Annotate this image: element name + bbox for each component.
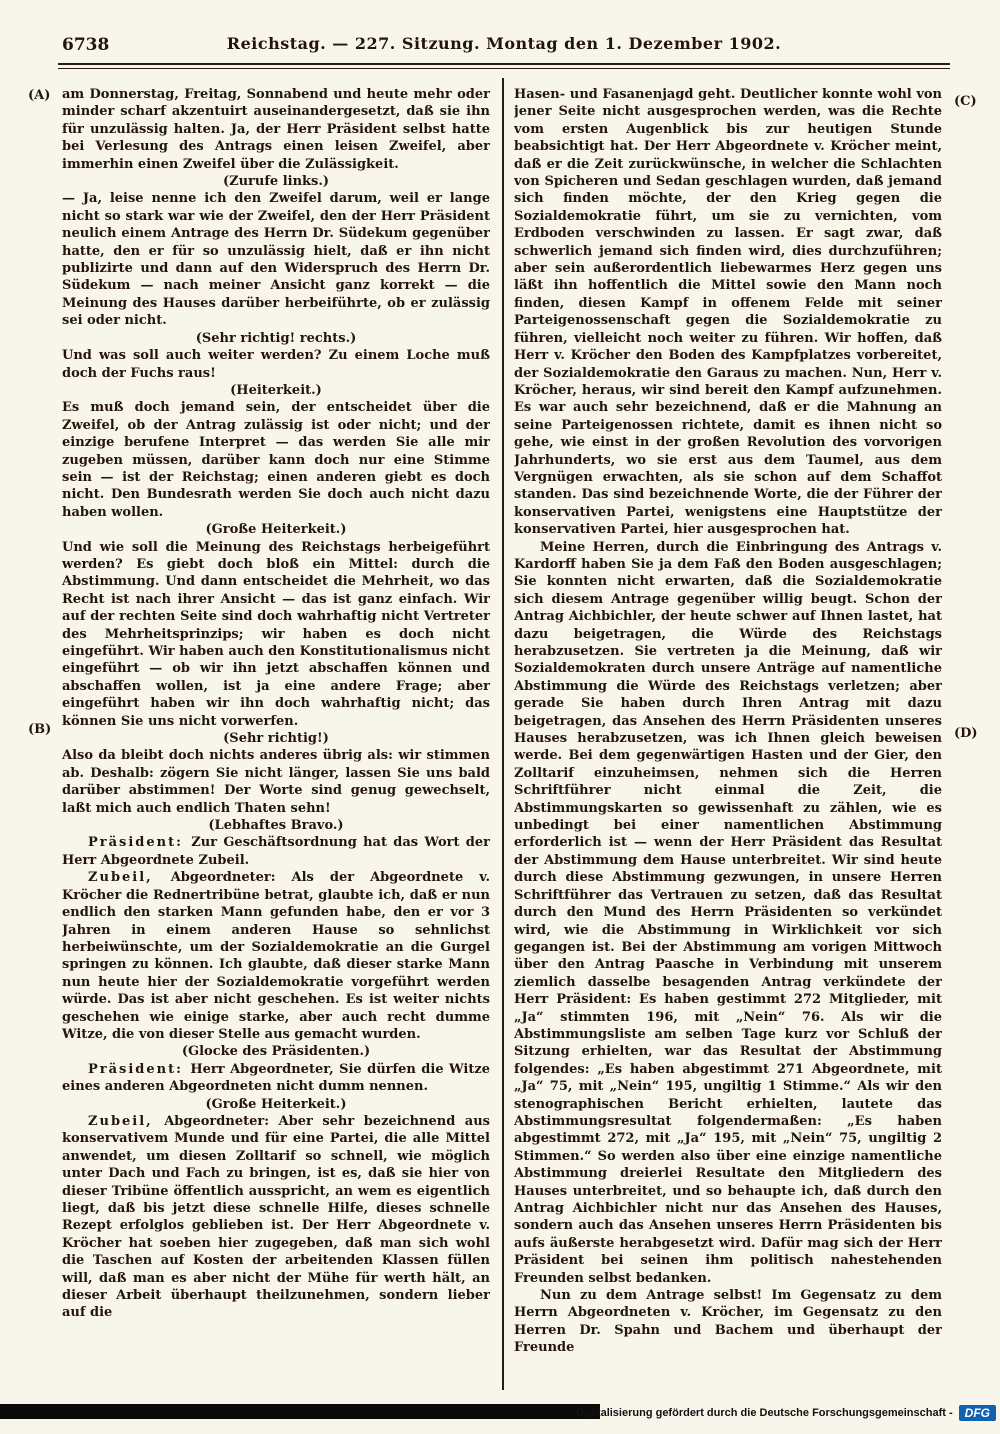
paragraph: Meine Herren, durch die Einbringung des Antrags v. Kardorff haben Sie ja dem Faß den Boden ausgeschlagen; Sie konnten nicht erwarten, daß die Sozialdemokratie sich diesem Antrage gegenüber willig beugt. Schon der Antrag Aichbichler, der heute schwer auf Ihnen lastet, hat dazu beigetragen, die Würde des Reichstags herabzusetzen. Sie vertreten ja die Meinung, daß wir Sozialdemokraten durch unsere Anträge auf namentliche Abstimmung die Würde des Reichstags verletzen; aber gerade Sie haben durch Ihren Antrag mit dazu beigetragen, das Ansehen des Herrn Präsidenten unseres Hauses herabzusetzen, was ich Ihnen gleich beweisen werde. Bei dem gegenwärtigen Hasten und der Gier, den Zolltarif einzuheimsen, nehmen sich die Herren Schriftführer nicht einmal die Zeit, die Abstimmungskarten so gewissenhaft zu zählen, wie es unbedingt bei einer namentlichen Abstimmung erforderlich ist — wenn der Herr Präsident das Resultat der Abstimmung dem Hause unterbreitet. Wir sind heute durch diese Abstimmung gezwungen, in unsere Herren Schriftführer das Vertrauen zu setzen, daß das Resultat durch den Mund des Herrn Präsidenten so verkündet wird, wie die Abstimmung in Wirklichkeit vor sich gegangen ist. Bei der Abstimmung am vorigen Mittwoch über den Antrag Paasche in Verbindung mit unserem ziemlich dasselbe besagenden Antrag verkündete der Herr Präsident: Es haben gestimmt 272 Mitglieder, mit „Ja“ stimmten 196, mit „Nein“ 76. Als wir die Abstimmungsliste am selben Tage kurz vor Schluß der Sitzung erhielten, war das Resultat der Abstimmung folgendes: „Es haben abgestimmt 271 Abgeordnete, mit „Ja“ 75, mit „Nein“ 195, ungiltig 1 Stimme.“ Als wir den stenographischen Bericht erhielten, lautete das Abstimmungsresultat folgendermaßen: „Es haben abgestimmt 272, mit „Ja“ 195, mit „Nein“ 75, ungiltig 2 Stimmen.“ So werden also über eine einzige namentliche Abstimmung dreierlei Resultate den Mitgliedern des Hauses unterbreitet, und so behaupte ich, daß durch den Antrag Aichbichler nicht nur das Ansehen des Hauses, sondern auch das Ansehen unseres Herrn Präsidenten bis aufs äußerste herabgesetzt wird. Dafür mag sich der Herr Präsident bei seinen ihm politisch nahestehenden Freunden selbst bedanken. xyxy=(514,539,942,1286)
right-column xyxy=(514,86,942,1392)
stage-direction: (Sehr richtig!) xyxy=(223,731,329,747)
speaker-name: Präsident: xyxy=(88,835,192,851)
speech-paragraph: Präsident: Herr Abgeordneter, Sie dürfen die Witze eines anderen Abgeordneten nicht dumm nennen. xyxy=(62,1061,490,1095)
header-rule-thick xyxy=(58,63,950,65)
paragraph: Nun zu dem Antrage selbst! Im Gegensatz zu dem Herrn Abgeordneten v. Kröcher, im Gegensatz zu den Herren Dr. Spahn und Bachem und überhaupt der Freunde xyxy=(514,1288,942,1356)
margin-marker-d: (D) xyxy=(954,726,978,741)
margin-marker-a: (A) xyxy=(28,88,51,103)
header-rule-thin xyxy=(58,68,950,69)
dfg-logo: DFG xyxy=(959,1405,996,1421)
digitization-credit: Digitalisierung gefördert durch die Deutsche Forschungsgemeinschaft - xyxy=(576,1407,953,1419)
stage-direction: (Sehr richtig! rechts.) xyxy=(195,330,357,346)
paragraph: Es muß doch jemand sein, der entscheidet über die Zweifel, ob der Antrag zulässig ist oder nicht; und der einzige berufene Interpret — das werden Sie alle mir zugeben müssen, darüber kann doch nur eine Stimme sein — ist der Reichstag; einen anderen giebt es doch nicht. Den Bundesrath werden Sie doch auch nicht dazu haben wollen. xyxy=(62,400,490,520)
stage-direction: (Große Heiterkeit.) xyxy=(205,1096,347,1112)
paragraph: am Donnerstag, Freitag, Sonnabend und heute mehr oder minder scharf akzentuirt auseinandergesetzt, daß sie ihn für unzulässig halten. Ja, der Herr Präsident selbst hatte bei Verlesung des Antrags einen leisen Zweifel, aber immerhin einen Zweifel über die Zulässigkeit. xyxy=(62,87,490,172)
page-header xyxy=(58,34,950,58)
paragraph: Und wie soll die Meinung des Reichstags herbeigeführt werden? Es giebt doch bloß ein Mittel: durch die Abstimmung. Und dann entscheidet die Mehrheit, wo das Recht ist nach ihrer Ansicht — das ist ganz einfach. Wir auf der rechten Seite sind doch wahrhaftig nicht Vertreter des Mehrheitsprinzips; wir haben es doch nicht eingeführt. Wir haben auch den Konstitutionalismus nicht eingeführt — ob wir ihn jetzt abschaffen können und abschaffen wollen, ist ja eine andere Frage; aber eingeführt haben wir ihn doch wahrhaftig nicht; das können Sie uns nicht vorwerfen. xyxy=(62,539,490,729)
margin-marker-b: (B) xyxy=(28,722,52,737)
scan-edge-bar xyxy=(0,1404,600,1419)
stage-direction: (Heiterkeit.) xyxy=(230,382,322,398)
stage-direction: (Große Heiterkeit.) xyxy=(205,522,347,538)
paragraph: Also da bleibt doch nichts anderes übrig als: wir stimmen ab. Deshalb: zögern Sie nicht länger, lassen Sie uns bald darüber abstimmen! Der Worte sind genug gewechselt, laßt mich auch endlich Thaten sehn! xyxy=(62,748,490,816)
left-column xyxy=(62,86,490,1392)
paragraph: — Ja, leise nenne ich den Zweifel darum, weil er lange nicht so stark war wie der Zweifel, den der Herr Präsident neulich einem Antrage des Herrn Dr. Südekum gegenüber hatte, den er für so unzulässig hielt, daß er ihn nicht publizirte und dann auf den Widerspruch des Herrn Dr. Südekum — nach meiner Ansicht ganz korrekt — die Meinung des Hauses darüber herbeiführte, ob er zulässig sei oder nicht. xyxy=(62,191,490,329)
session-title: Reichstag. — 227. Sitzung. Montag den 1. Dezember 1902. xyxy=(226,34,782,53)
speaker-name: Präsident: xyxy=(88,1061,191,1077)
margin-marker-c: (C) xyxy=(954,94,977,109)
stage-direction: (Zurufe links.) xyxy=(222,174,330,190)
paragraph: Und was soll auch weiter werden? Zu einem Loche muß doch der Fuchs raus! xyxy=(62,348,490,381)
stage-direction: (Lebhaftes Bravo.) xyxy=(208,818,344,834)
text-columns xyxy=(62,86,942,1392)
speech-paragraph: Zubeil, Abgeordneter: Als der Abgeordnete v. Kröcher die Rednertribüne betrat, glaubte ich, daß er nun endlich den starken Mann gefunden habe, den er vor 3 Jahren in einem anderen Hause so sehnlichst herbeiwünschte, um der Sozialdemokratie an die Gurgel springen zu können. Ich glaubte, daß dieser starke Mann nun heute hier der Sozialdemokratie vorgeführt werden würde. Das ist aber nicht geschehen. Es ist weiter nichts geschehen wie einige starke, aber auch recht dumme Witze, die von dieser Stelle aus gemacht wurden. xyxy=(62,870,490,1042)
stage-direction: (Glocke des Präsidenten.) xyxy=(181,1044,371,1060)
paragraph: Hasen- und Fasanenjagd geht. Deutlicher konnte wohl von jener Seite nicht ausgesprochen werden, was die Rechte vom ersten Augenblick bis zur heutigen Stunde beabsichtigt hat. Der Herr Abgeordnete v. Kröcher meint, daß er die Zeit zurückwünsche, in welcher die Schlachten von Spicheren und Sedan geschlagen wurden, daß jemand sich finden möchte, der den Krieg gegen die Sozialdemokratie führt, um sie zu vernichten, vom Erdboden verschwinden zu lassen. Er sagt zwar, daß schwerlich jemand sich finden wird, dies durchzuführen; aber sein außerordentlich liebewarmes Herz gegen uns läßt ihn hoffentlich die Mittel sowie den Mann noch finden, diesen Kampf in offenem Felde mit seiner Parteigenossenschaft gegen die Sozialdemokratie zu führen, vielleicht noch weiter zu führen. Wir hoffen, daß Herr v. Kröcher den Boden des Kampfplatzes vorbereitet, der Sozialdemokratie den Garaus zu machen. Nun, Herr v. Kröcher, heraus, wir sind bereit den Kampf aufzunehmen. Es war auch sehr bezeichnend, daß er die Mahnung an seine Parteigenossen richtete, damit es ihnen nicht so gehe, wie einst in der großen Revolution des vorvorigen Jahrhunderts, wo sie erst aus dem Taumel, aus dem Vergnügen erwachten, als sie schon auf dem Schaffot standen. Das sind bezeichnende Worte, die der Führer der konservativen Partei, wenigstens eine Hauptstütze der konservativen Partei, hier ausgesprochen hat. xyxy=(514,87,942,538)
page-number: 6738 xyxy=(62,35,110,55)
speech-paragraph: Zubeil, Abgeordneter: Aber sehr bezeichnend aus konservativem Munde und für eine Partei, die alle Mittel anwendet, um diesen Zolltarif so schnell, wie möglich unter Dach und Fach zu bringen, ist es, daß sie hier von dieser Tribüne öffentlich ausspricht, an wem es eigentlich liegt, daß bis jetzt diese schnelle Hilfe, dieses schnelle Rezept erfolglos geblieben ist. Der Herr Abgeordnete v. Kröcher hat soeben hier zugegeben, daß man sich wohl die Taschen auf Kosten der arbeitenden Klassen füllen will, daß man es aber nicht der Mühe für werth hält, an dieser Arbeit überhaupt theilzunehmen, sondern lieber auf die xyxy=(62,1113,490,1321)
speaker-name: Zubeil, xyxy=(88,870,171,886)
speech-paragraph: Präsident: Zur Geschäftsordnung hat das Wort der Herr Abgeordnete Zubeil. xyxy=(62,835,490,868)
speaker-name: Zubeil, xyxy=(88,1113,165,1129)
digitization-credit-row xyxy=(576,1402,996,1424)
